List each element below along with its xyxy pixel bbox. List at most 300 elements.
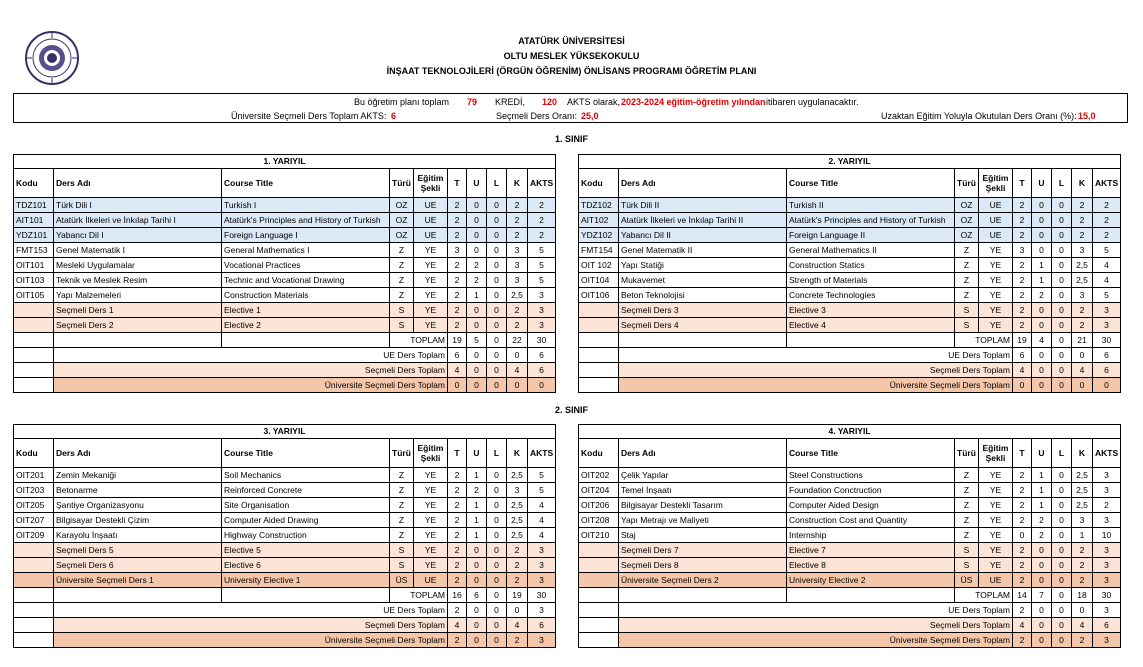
- cell-l: 0: [1052, 498, 1072, 513]
- summary-akts: 3: [528, 633, 556, 648]
- cell-tur: OZ: [390, 228, 414, 243]
- summary-l: 0: [1052, 603, 1072, 618]
- course-row: [579, 228, 1121, 243]
- cell-k: 2: [1072, 543, 1093, 558]
- cell-en: Soil Mechanics: [222, 468, 390, 483]
- cell-u: 0: [1032, 243, 1052, 258]
- cell-eg: YE: [979, 528, 1013, 543]
- cell-t: 2: [448, 303, 467, 318]
- summary-label: Üniversite Seçmeli Ders Toplam: [619, 378, 1013, 393]
- cell-l: 0: [1052, 198, 1072, 213]
- cell-en: Foreign Language II: [787, 228, 955, 243]
- semester-table: [13, 424, 556, 648]
- summary-akts: 0: [528, 378, 556, 393]
- cell-ad: Seçmeli Ders 8: [619, 558, 787, 573]
- cell-l: 0: [1052, 573, 1072, 588]
- summary-row-toplam: [14, 588, 556, 603]
- cell-t: 2: [448, 258, 467, 273]
- cell-ad: Bilgisayar Destekli Tasarım: [619, 498, 787, 513]
- cell-kod: OIT203: [14, 483, 54, 498]
- cell-eg: UE: [414, 213, 448, 228]
- cell-ad: Bilgisayar Destekli Çizim: [54, 513, 222, 528]
- cell-k: 2,5: [1072, 273, 1093, 288]
- cell-ad: Betonarme: [54, 483, 222, 498]
- course-row: [14, 513, 556, 528]
- cell-l: 0: [1052, 468, 1072, 483]
- cell-tur: OZ: [955, 198, 979, 213]
- course-row: [579, 258, 1121, 273]
- cell-ad: Atatürk İlkeleri ve İnkılap Tarihi II: [619, 213, 787, 228]
- cell-akts: 2: [1093, 228, 1121, 243]
- summary-u: 5: [467, 333, 487, 348]
- cell-eg: YE: [414, 498, 448, 513]
- column-header-l: L: [1052, 169, 1072, 198]
- cell-eg: UE: [979, 573, 1013, 588]
- elective-ratio-value: 25,0: [581, 111, 599, 121]
- summary-akts: 6: [1093, 348, 1121, 363]
- cell-l: 0: [487, 258, 507, 273]
- summary-u: 4: [1032, 333, 1052, 348]
- summary-k: 0: [507, 348, 528, 363]
- cell-eg: YE: [414, 318, 448, 333]
- course-row: [14, 213, 556, 228]
- uni-elective-value: 6: [391, 111, 397, 121]
- cell-l: 0: [487, 483, 507, 498]
- cell-u: 2: [1032, 513, 1052, 528]
- cell-k: 2,5: [1072, 258, 1093, 273]
- cell-kod: FMT153: [14, 243, 54, 258]
- cell-k: 3: [507, 243, 528, 258]
- course-row: [579, 273, 1121, 288]
- summary-t: 16: [448, 588, 467, 603]
- summary-l: 0: [1052, 348, 1072, 363]
- summary-u: 0: [1032, 633, 1052, 648]
- cell-t: 3: [448, 243, 467, 258]
- summary-row-toplam: [579, 588, 1121, 603]
- cell-kod: OIT210: [579, 528, 619, 543]
- summary-akts: 30: [1093, 588, 1121, 603]
- summary-t: 2: [1013, 633, 1032, 648]
- cell-kod: [14, 543, 54, 558]
- semester-title: 1. YARIYIL: [14, 155, 556, 169]
- cell-t: 2: [448, 573, 467, 588]
- cell-k: 2: [1072, 213, 1093, 228]
- summary-l: 0: [1052, 633, 1072, 648]
- summary-label: Seçmeli Ders Toplam: [619, 618, 1013, 633]
- summary-k: 4: [507, 618, 528, 633]
- cell-tur: Z: [390, 288, 414, 303]
- cell-l: 0: [1052, 528, 1072, 543]
- cell-kod: OIT101: [14, 258, 54, 273]
- cell-u: 1: [1032, 498, 1052, 513]
- summary-k: 21: [1072, 333, 1093, 348]
- cell-akts: 2: [528, 198, 556, 213]
- course-row: [14, 273, 556, 288]
- summary-row-ue: [579, 348, 1121, 363]
- summary-k: 0: [1072, 378, 1093, 393]
- cell-l: 0: [1052, 213, 1072, 228]
- summary-k: 19: [507, 588, 528, 603]
- cell-u: 0: [1032, 558, 1052, 573]
- cell-l: 0: [487, 558, 507, 573]
- cell-kod: TDZ102: [579, 198, 619, 213]
- cell-eg: YE: [414, 483, 448, 498]
- cell-tur: Z: [390, 498, 414, 513]
- cell-l: 0: [1052, 243, 1072, 258]
- summary-u: 0: [1032, 348, 1052, 363]
- cell-en: Strength of Materials: [787, 273, 955, 288]
- column-header-turu: Türü: [390, 169, 414, 198]
- column-header-ders: Ders Adı: [54, 439, 222, 468]
- cell-ad: Yabancı Dil II: [619, 228, 787, 243]
- cell-t: 2: [448, 198, 467, 213]
- cell-kod: OIT103: [14, 273, 54, 288]
- cell-k: 2: [507, 213, 528, 228]
- cell-tur: OZ: [390, 213, 414, 228]
- cell-tur: Z: [390, 468, 414, 483]
- cell-t: 2: [1013, 198, 1032, 213]
- summary-row-toplam: [14, 333, 556, 348]
- cell-ad: Zemin Mekaniği: [54, 468, 222, 483]
- cell-eg: YE: [979, 303, 1013, 318]
- class-2-heading: 2. SINIF: [554, 405, 588, 415]
- cell-k: 2,5: [507, 468, 528, 483]
- cell-k: 2: [1072, 558, 1093, 573]
- cell-k: 3: [1072, 288, 1093, 303]
- column-header-t: T: [448, 169, 467, 198]
- info-text-3: AKTS olarak,: [567, 97, 621, 107]
- cell-eg: YE: [414, 273, 448, 288]
- column-header-kodu: Kodu: [14, 439, 54, 468]
- summary-t: 4: [1013, 363, 1032, 378]
- summary-k: 4: [1072, 363, 1093, 378]
- info-akts: 120: [542, 97, 558, 107]
- summary-l: 0: [1052, 588, 1072, 603]
- cell-eg: YE: [414, 528, 448, 543]
- cell-akts: 5: [528, 243, 556, 258]
- summary-u: 0: [1032, 363, 1052, 378]
- cell-l: 0: [487, 468, 507, 483]
- cell-tur: Z: [955, 258, 979, 273]
- column-header-l: L: [487, 439, 507, 468]
- cell-eg: UE: [414, 228, 448, 243]
- cell-akts: 4: [528, 528, 556, 543]
- cell-u: 0: [1032, 543, 1052, 558]
- cell-k: 3: [507, 258, 528, 273]
- cell-k: 2: [1072, 228, 1093, 243]
- cell-kod: [579, 543, 619, 558]
- course-row: [579, 468, 1121, 483]
- summary-t: 4: [1013, 618, 1032, 633]
- cell-tur: S: [390, 318, 414, 333]
- column-header-turu: Türü: [955, 439, 979, 468]
- cell-eg: YE: [414, 288, 448, 303]
- summary-l: 0: [487, 633, 507, 648]
- cell-en: Foreign Language I: [222, 228, 390, 243]
- cell-l: 0: [487, 498, 507, 513]
- summary-k: 2: [507, 633, 528, 648]
- summary-label: Seçmeli Ders Toplam: [54, 618, 448, 633]
- cell-kod: TDZ101: [14, 198, 54, 213]
- cell-t: 2: [1013, 498, 1032, 513]
- summary-k: 0: [507, 378, 528, 393]
- cell-en: Elective 1: [222, 303, 390, 318]
- cell-en: Construction Materials: [222, 288, 390, 303]
- course-row: [579, 213, 1121, 228]
- cell-k: 2,5: [1072, 468, 1093, 483]
- cell-akts: 5: [528, 483, 556, 498]
- cell-eg: YE: [414, 303, 448, 318]
- column-header-course: Course Title: [222, 439, 390, 468]
- cell-kod: [579, 558, 619, 573]
- cell-u: 1: [1032, 483, 1052, 498]
- cell-t: 2: [448, 543, 467, 558]
- cell-ad: Yapı Statiği: [619, 258, 787, 273]
- cell-en: Computer Aided Design: [787, 498, 955, 513]
- class-1-heading: 1. SINIF: [554, 134, 588, 144]
- semester-title: 2. YARIYIL: [579, 155, 1121, 169]
- summary-row-sec: [579, 363, 1121, 378]
- summary-u: 0: [1032, 618, 1052, 633]
- course-row: [14, 228, 556, 243]
- cell-kod: YDZ102: [579, 228, 619, 243]
- cell-kod: AIT101: [14, 213, 54, 228]
- column-header-akts: AKTS: [1093, 439, 1121, 468]
- summary-akts: 30: [528, 333, 556, 348]
- cell-u: 0: [467, 558, 487, 573]
- cell-t: 2: [1013, 543, 1032, 558]
- cell-t: 2: [1013, 573, 1032, 588]
- cell-tur: Z: [390, 513, 414, 528]
- cell-eg: YE: [979, 273, 1013, 288]
- cell-t: 2: [1013, 303, 1032, 318]
- cell-en: Elective 5: [222, 543, 390, 558]
- cell-tur: S: [955, 558, 979, 573]
- semester-table: [578, 154, 1121, 393]
- summary-t: 6: [1013, 348, 1032, 363]
- cell-en: Turkish II: [787, 198, 955, 213]
- cell-kod: OIT201: [14, 468, 54, 483]
- cell-en: Steel Constructions: [787, 468, 955, 483]
- cell-eg: YE: [979, 288, 1013, 303]
- summary-u: 0: [467, 633, 487, 648]
- cell-ad: Seçmeli Ders 3: [619, 303, 787, 318]
- distance-ratio-label: Uzaktan Eğitim Yoluyla Okutulan Ders Oranı (%):: [881, 111, 1077, 121]
- summary-label: TOPLAM: [955, 588, 1013, 603]
- column-header-kodu: Kodu: [579, 169, 619, 198]
- cell-t: 2: [448, 558, 467, 573]
- summary-u: 0: [467, 348, 487, 363]
- semester-table: [13, 154, 556, 393]
- cell-u: 0: [1032, 228, 1052, 243]
- semester-table: [578, 424, 1121, 648]
- column-header-k: K: [507, 439, 528, 468]
- info-kredi: 79: [467, 97, 478, 107]
- school-name: OLTU MESLEK YÜKSEKOKULU: [503, 51, 640, 61]
- summary-t: 2: [448, 633, 467, 648]
- cell-akts: 5: [1093, 288, 1121, 303]
- cell-l: 0: [487, 303, 507, 318]
- cell-ad: Şantiye Organizasyonu: [54, 498, 222, 513]
- cell-u: 0: [467, 213, 487, 228]
- course-row: [579, 528, 1121, 543]
- cell-tur: Z: [955, 513, 979, 528]
- cell-t: 2: [1013, 513, 1032, 528]
- column-header-kodu: Kodu: [14, 169, 54, 198]
- column-header-u: U: [1032, 169, 1052, 198]
- cell-eg: YE: [979, 468, 1013, 483]
- cell-t: 3: [1013, 243, 1032, 258]
- summary-k: 18: [1072, 588, 1093, 603]
- summary-row-uni: [579, 378, 1121, 393]
- cell-l: 0: [1052, 273, 1072, 288]
- cell-l: 0: [487, 213, 507, 228]
- cell-k: 2: [1072, 318, 1093, 333]
- cell-en: Construction Statics: [787, 258, 955, 273]
- course-row: [579, 318, 1121, 333]
- cell-l: 0: [1052, 543, 1072, 558]
- cell-eg: YE: [979, 513, 1013, 528]
- cell-en: Reinforced Concrete: [222, 483, 390, 498]
- cell-en: General Mathematics II: [787, 243, 955, 258]
- cell-t: 2: [448, 228, 467, 243]
- cell-tur: S: [955, 303, 979, 318]
- cell-l: 0: [487, 288, 507, 303]
- summary-label: Üniversite Seçmeli Ders Toplam: [54, 378, 448, 393]
- cell-ad: Seçmeli Ders 4: [619, 318, 787, 333]
- cell-kod: [14, 318, 54, 333]
- summary-u: 0: [467, 378, 487, 393]
- cell-k: 3: [1072, 513, 1093, 528]
- column-header-course: Course Title: [787, 169, 955, 198]
- cell-tur: S: [955, 543, 979, 558]
- cell-l: 0: [487, 318, 507, 333]
- column-header-t: T: [1013, 169, 1032, 198]
- cell-eg: YE: [414, 558, 448, 573]
- cell-ad: Genel Matematik II: [619, 243, 787, 258]
- cell-kod: OIT204: [579, 483, 619, 498]
- cell-eg: UE: [979, 213, 1013, 228]
- plan-info-box: [13, 93, 1128, 123]
- cell-u: 0: [467, 198, 487, 213]
- column-header-course: Course Title: [222, 169, 390, 198]
- summary-row-toplam: [579, 333, 1121, 348]
- summary-row-ue: [14, 348, 556, 363]
- cell-akts: 4: [1093, 258, 1121, 273]
- cell-k: 2: [1072, 573, 1093, 588]
- summary-l: 0: [487, 603, 507, 618]
- summary-l: 0: [1052, 378, 1072, 393]
- semester-title: 3. YARIYIL: [14, 425, 556, 439]
- cell-en: Elective 2: [222, 318, 390, 333]
- summary-k: 22: [507, 333, 528, 348]
- column-header-ders: Ders Adı: [619, 169, 787, 198]
- cell-kod: OIT207: [14, 513, 54, 528]
- cell-tur: Z: [955, 528, 979, 543]
- cell-kod: [14, 303, 54, 318]
- summary-t: 19: [448, 333, 467, 348]
- cell-en: Atatürk's Principles and History of Turkish: [787, 213, 955, 228]
- cell-k: 3: [507, 483, 528, 498]
- cell-l: 0: [1052, 483, 1072, 498]
- column-header-u: U: [467, 169, 487, 198]
- cell-akts: 3: [1093, 303, 1121, 318]
- summary-akts: 6: [528, 618, 556, 633]
- summary-label: UE Ders Toplam: [619, 603, 1013, 618]
- course-row: [14, 543, 556, 558]
- cell-t: 2: [1013, 318, 1032, 333]
- summary-akts: 3: [1093, 633, 1121, 648]
- summary-label: UE Ders Toplam: [54, 603, 448, 618]
- cell-u: 0: [467, 243, 487, 258]
- cell-eg: YE: [979, 558, 1013, 573]
- summary-row-uni: [579, 633, 1121, 648]
- cell-akts: 2: [528, 228, 556, 243]
- cell-ad: Yabancı Dil I: [54, 228, 222, 243]
- cell-akts: 4: [528, 513, 556, 528]
- summary-u: 0: [1032, 603, 1052, 618]
- cell-en: University Elective 1: [222, 573, 390, 588]
- summary-akts: 30: [1093, 333, 1121, 348]
- summary-akts: 6: [1093, 618, 1121, 633]
- cell-akts: 5: [528, 273, 556, 288]
- cell-ad: Mukavemet: [619, 273, 787, 288]
- cell-akts: 2: [1093, 213, 1121, 228]
- course-row: [14, 243, 556, 258]
- info-text-4: itibaren uygulanacaktır.: [766, 97, 859, 107]
- cell-k: 2: [1072, 198, 1093, 213]
- cell-l: 0: [487, 513, 507, 528]
- column-header-egitim: Eğitim Şekli: [414, 169, 448, 198]
- summary-akts: 3: [528, 603, 556, 618]
- cell-kod: YDZ101: [14, 228, 54, 243]
- cell-en: Elective 3: [787, 303, 955, 318]
- cell-en: Elective 4: [787, 318, 955, 333]
- cell-tur: Z: [390, 273, 414, 288]
- cell-eg: UE: [979, 198, 1013, 213]
- cell-u: 2: [1032, 528, 1052, 543]
- cell-k: 3: [1072, 243, 1093, 258]
- column-header-akts: AKTS: [1093, 169, 1121, 198]
- cell-t: 2: [1013, 228, 1032, 243]
- cell-ad: Staj: [619, 528, 787, 543]
- cell-akts: 3: [528, 573, 556, 588]
- cell-tur: Z: [955, 243, 979, 258]
- cell-t: 2: [448, 213, 467, 228]
- cell-t: 2: [1013, 273, 1032, 288]
- cell-u: 0: [467, 318, 487, 333]
- semester-title: 4. YARIYIL: [579, 425, 1121, 439]
- cell-akts: 3: [1093, 558, 1121, 573]
- column-header-k: K: [1072, 169, 1093, 198]
- cell-ad: Seçmeli Ders 2: [54, 318, 222, 333]
- column-header-l: L: [1052, 439, 1072, 468]
- summary-label: TOPLAM: [390, 588, 448, 603]
- cell-ad: Türk Dili II: [619, 198, 787, 213]
- cell-eg: YE: [979, 243, 1013, 258]
- cell-k: 2,5: [1072, 498, 1093, 513]
- summary-l: 0: [487, 363, 507, 378]
- info-year: 2023-2024 eğitim-öğretim yılından: [621, 97, 766, 107]
- cell-u: 1: [467, 288, 487, 303]
- cell-u: 1: [467, 528, 487, 543]
- cell-akts: 3: [528, 543, 556, 558]
- course-row: [579, 303, 1121, 318]
- cell-ad: Mesleki Uygulamalar: [54, 258, 222, 273]
- cell-l: 0: [487, 198, 507, 213]
- cell-l: 0: [487, 228, 507, 243]
- cell-u: 0: [467, 303, 487, 318]
